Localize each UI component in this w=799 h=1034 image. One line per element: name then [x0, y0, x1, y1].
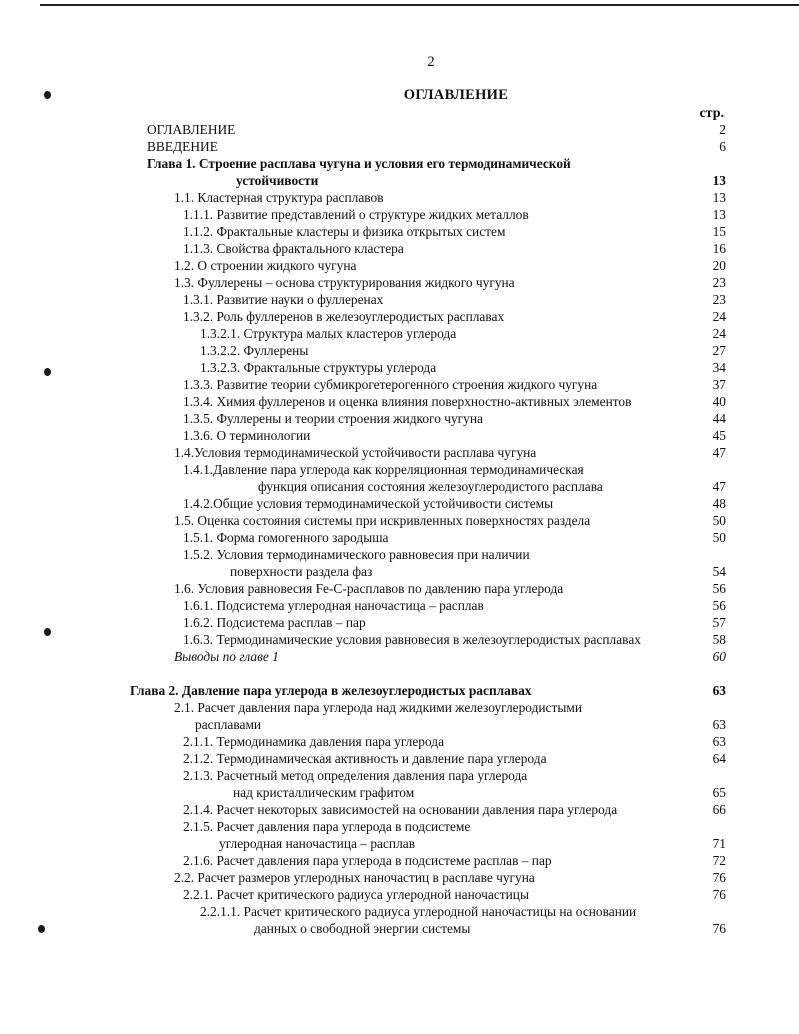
toc-entry-text: 1.3. Фуллерены – основа структурирования жидкого чугуна: [174, 275, 515, 290]
toc-entry-text: устойчивости: [236, 173, 319, 188]
toc-entry-page: 71: [712, 836, 726, 851]
toc-entry-page: 24: [712, 326, 726, 341]
toc-entry-page: 54: [712, 564, 726, 579]
toc-row: [0, 427, 799, 444]
toc-entry-text: 2.1.3. Расчетный метод определения давления пара углерода: [183, 768, 528, 783]
toc-row: [0, 563, 799, 580]
toc-row: [0, 274, 799, 291]
toc-row: [0, 291, 799, 308]
toc-entry-page: 63: [712, 717, 726, 732]
toc-entry-page: 23: [712, 275, 726, 290]
toc-entry-text: 1.3.2.2. Фуллерены: [200, 343, 309, 358]
toc-entry-page: 76: [712, 870, 726, 885]
toc-row: [0, 138, 799, 155]
toc-entry-text: 1.6. Условия равновесия Fe-C-расплавов по давлению пара углерода: [174, 581, 564, 596]
toc-entry-text: расплавами: [195, 717, 262, 732]
toc-row: [0, 614, 799, 631]
toc-entry-text: 1.1.1. Развитие представлений о структуре жидких металлов: [183, 207, 529, 222]
toc-row: [0, 512, 799, 529]
toc-entry-page: 24: [712, 309, 726, 324]
toc-row: [0, 716, 799, 733]
toc-row: [0, 920, 799, 937]
toc-entry-page: 58: [712, 632, 726, 647]
toc-row: [0, 580, 799, 597]
toc-entry-text: 1.1.3. Свойства фрактального кластера: [183, 241, 404, 256]
toc-entry-page: 15: [712, 224, 726, 239]
toc-entry-page: 66: [712, 802, 726, 817]
toc-row: [0, 784, 799, 801]
toc-entry-page: 47: [712, 445, 726, 460]
toc-entry-text: 1.6.1. Подсистема углеродная наночастица – расплав: [183, 598, 484, 613]
toc-entry-text: Глава 1. Строение расплава чугуна и условия его термодинамической: [147, 156, 571, 171]
toc-entry-page: 65: [712, 785, 726, 800]
toc-entry-page: 57: [712, 615, 726, 630]
toc-entry-text: поверхности раздела фаз: [230, 564, 373, 579]
toc-entry-text: 1.4.1.Давление пара углерода как корреляционная термодинамическая: [183, 462, 584, 477]
toc-entry-page: 16: [712, 241, 726, 256]
toc-entry-text: 2.1.2. Термодинамическая активность и давление пара углерода: [183, 751, 547, 766]
toc-entry-text: 1.4.2.Общие условия термодинамической устойчивости системы: [183, 496, 554, 511]
toc-entry-text: функция описания состояния железоуглеродистого расплава: [258, 479, 603, 494]
toc-entry-text: 1.4.Условия термодинамической устойчивости расплава чугуна: [174, 445, 537, 460]
page-title: ОГЛАВЛЕНИЕ: [403, 87, 509, 103]
toc-row: [0, 308, 799, 325]
toc-entry-page: 13: [712, 173, 726, 188]
toc-entry-page: 37: [712, 377, 726, 392]
toc-row: [0, 240, 799, 257]
toc-entry-page: 45: [712, 428, 726, 443]
toc-entry-page: 2: [719, 122, 726, 137]
toc-row: [0, 597, 799, 614]
toc-entry-text: 1.3.2.3. Фрактальные структуры углерода: [200, 360, 437, 375]
toc-entry-text: 2.2.1. Расчет критического радиуса углеродной наночастицы: [183, 887, 529, 902]
toc-row: [0, 223, 799, 240]
toc-entry-text: 1.3.6. О терминологии: [183, 428, 311, 443]
toc-row: [0, 206, 799, 223]
toc-conclusions: [0, 648, 799, 665]
toc-row: [0, 495, 799, 512]
toc-entry-text: 1.5.2. Условия термодинамического равновесия при наличии: [183, 547, 530, 562]
toc-entry-page: 63: [712, 734, 726, 749]
toc-entry-page: 50: [712, 513, 726, 528]
toc-entry-text: 1.3.5. Фуллерены и теории строения жидкого чугуна: [183, 411, 483, 426]
toc-entry-text: Выводы по главе 1: [174, 649, 279, 664]
toc-row: [0, 529, 799, 546]
toc-entry-page: 13: [712, 207, 726, 222]
toc-row: [0, 903, 799, 920]
toc-entry-page: 50: [712, 530, 726, 545]
toc-entry-text: 2.2.1.1. Расчет критического радиуса углеродной наночастицы на основании: [200, 904, 637, 919]
toc-entry-page: 44: [712, 411, 726, 426]
toc-row: [0, 410, 799, 427]
toc-entry-text: 2.1.6. Расчет давления пара углерода в подсистеме расплав – пар: [183, 853, 552, 868]
toc-chapter-heading: [0, 155, 799, 172]
toc-entry-text: 1.6.3. Термодинамические условия равновесия в железоуглеродистых расплавах: [183, 632, 641, 647]
toc-row: [0, 699, 799, 716]
toc-row: [0, 189, 799, 206]
toc-row: [0, 631, 799, 648]
toc-entry-page: 76: [712, 887, 726, 902]
page-column-header: стр.: [699, 106, 724, 121]
scan-top-border: [40, 4, 799, 6]
toc-entry-page: 13: [712, 190, 726, 205]
toc-chapter-heading: [0, 172, 799, 189]
toc-entry-text: ВВЕДЕНИЕ: [147, 139, 218, 154]
toc-entry-page: 47: [712, 479, 726, 494]
toc-row: [0, 852, 799, 869]
toc-row: [0, 818, 799, 835]
toc-row: [0, 325, 799, 342]
toc-entry-text: 1.3.3. Развитие теории субмикрогетерогенного строения жидкого чугуна: [183, 377, 598, 392]
toc-entry-text: данных о свободной энергии системы: [254, 921, 471, 936]
toc-entry-page: 6: [719, 139, 726, 154]
toc-entry-page: 56: [712, 581, 726, 596]
toc-entry-text: 1.3.1. Развитие науки о фуллеренах: [183, 292, 384, 307]
toc-row: [0, 359, 799, 376]
toc-row: [0, 342, 799, 359]
toc-row: [0, 444, 799, 461]
toc-entry-text: 1.1.2. Фрактальные кластеры и физика открытых систем: [183, 224, 506, 239]
toc-row: [0, 767, 799, 784]
toc-entry-text: 2.1.1. Термодинамика давления пара углерода: [183, 734, 445, 749]
toc-entry-text: над кристаллическим графитом: [233, 785, 415, 800]
toc-entry-page: 20: [712, 258, 726, 273]
toc-entry-page: 72: [712, 853, 726, 868]
toc-row: [0, 835, 799, 852]
toc-entry-text: 2.1.4. Расчет некоторых зависимостей на основании давления пара углерода: [183, 802, 618, 817]
toc-row: [0, 750, 799, 767]
toc-row: [0, 393, 799, 410]
toc-entry-page: 48: [712, 496, 726, 511]
toc-entry-text: 1.3.2.1. Структура малых кластеров углерода: [200, 326, 457, 341]
toc-entry-page: 63: [712, 683, 726, 698]
toc-row: [0, 869, 799, 886]
toc-entry-page: 64: [712, 751, 726, 766]
toc-entry-page: 76: [712, 921, 726, 936]
toc-entry-text: 1.5. Оценка состояния системы при искривленных поверхностях раздела: [174, 513, 591, 528]
toc-row: [0, 121, 799, 138]
toc-row: [0, 257, 799, 274]
toc-row: [0, 461, 799, 478]
toc-entry-text: углеродная наночастица – расплав: [219, 836, 416, 851]
toc-entry-text: 1.3.4. Химия фуллеренов и оценка влияния поверхностно-активных элементов: [183, 394, 632, 409]
toc-entry-page: 40: [712, 394, 726, 409]
toc-entry-page: 56: [712, 598, 726, 613]
toc-entry-page: 34: [712, 360, 726, 375]
toc-entry-page: 27: [712, 343, 726, 358]
toc-entry-text: 2.1.5. Расчет давления пара углерода в подсистеме: [183, 819, 471, 834]
toc-entry-text: 1.6.2. Подсистема расплав – пар: [183, 615, 366, 630]
toc-entry-text: ОГЛАВЛЕНИЕ: [147, 122, 236, 137]
toc-row: [0, 733, 799, 750]
toc-entry-text: Глава 2. Давление пара углерода в железоуглеродистых расплавах: [130, 683, 532, 698]
toc-entry-page: 60: [712, 649, 726, 664]
toc-entry-text: 2.1. Расчет давления пара углерода над жидкими железоуглеродистыми: [174, 700, 582, 715]
toc-row: [0, 546, 799, 563]
toc-entry-text: 1.2. О строении жидкого чугуна: [174, 258, 357, 273]
page-number: 2: [427, 54, 435, 70]
toc-row: [0, 801, 799, 818]
toc-entry-text: 1.1. Кластерная структура расплавов: [174, 190, 384, 205]
toc-chapter-heading: [0, 682, 799, 699]
toc-entry-text: 1.5.1. Форма гомогенного зародыша: [183, 530, 389, 545]
toc-row: [0, 886, 799, 903]
toc-entry-text: 1.3.2. Роль фуллеренов в железоуглеродистых расплавах: [183, 309, 505, 324]
toc-row: [0, 376, 799, 393]
toc-row: [0, 478, 799, 495]
toc-entry-text: 2.2. Расчет размеров углеродных наночастиц в расплаве чугуна: [174, 870, 535, 885]
toc-entry-page: 23: [712, 292, 726, 307]
